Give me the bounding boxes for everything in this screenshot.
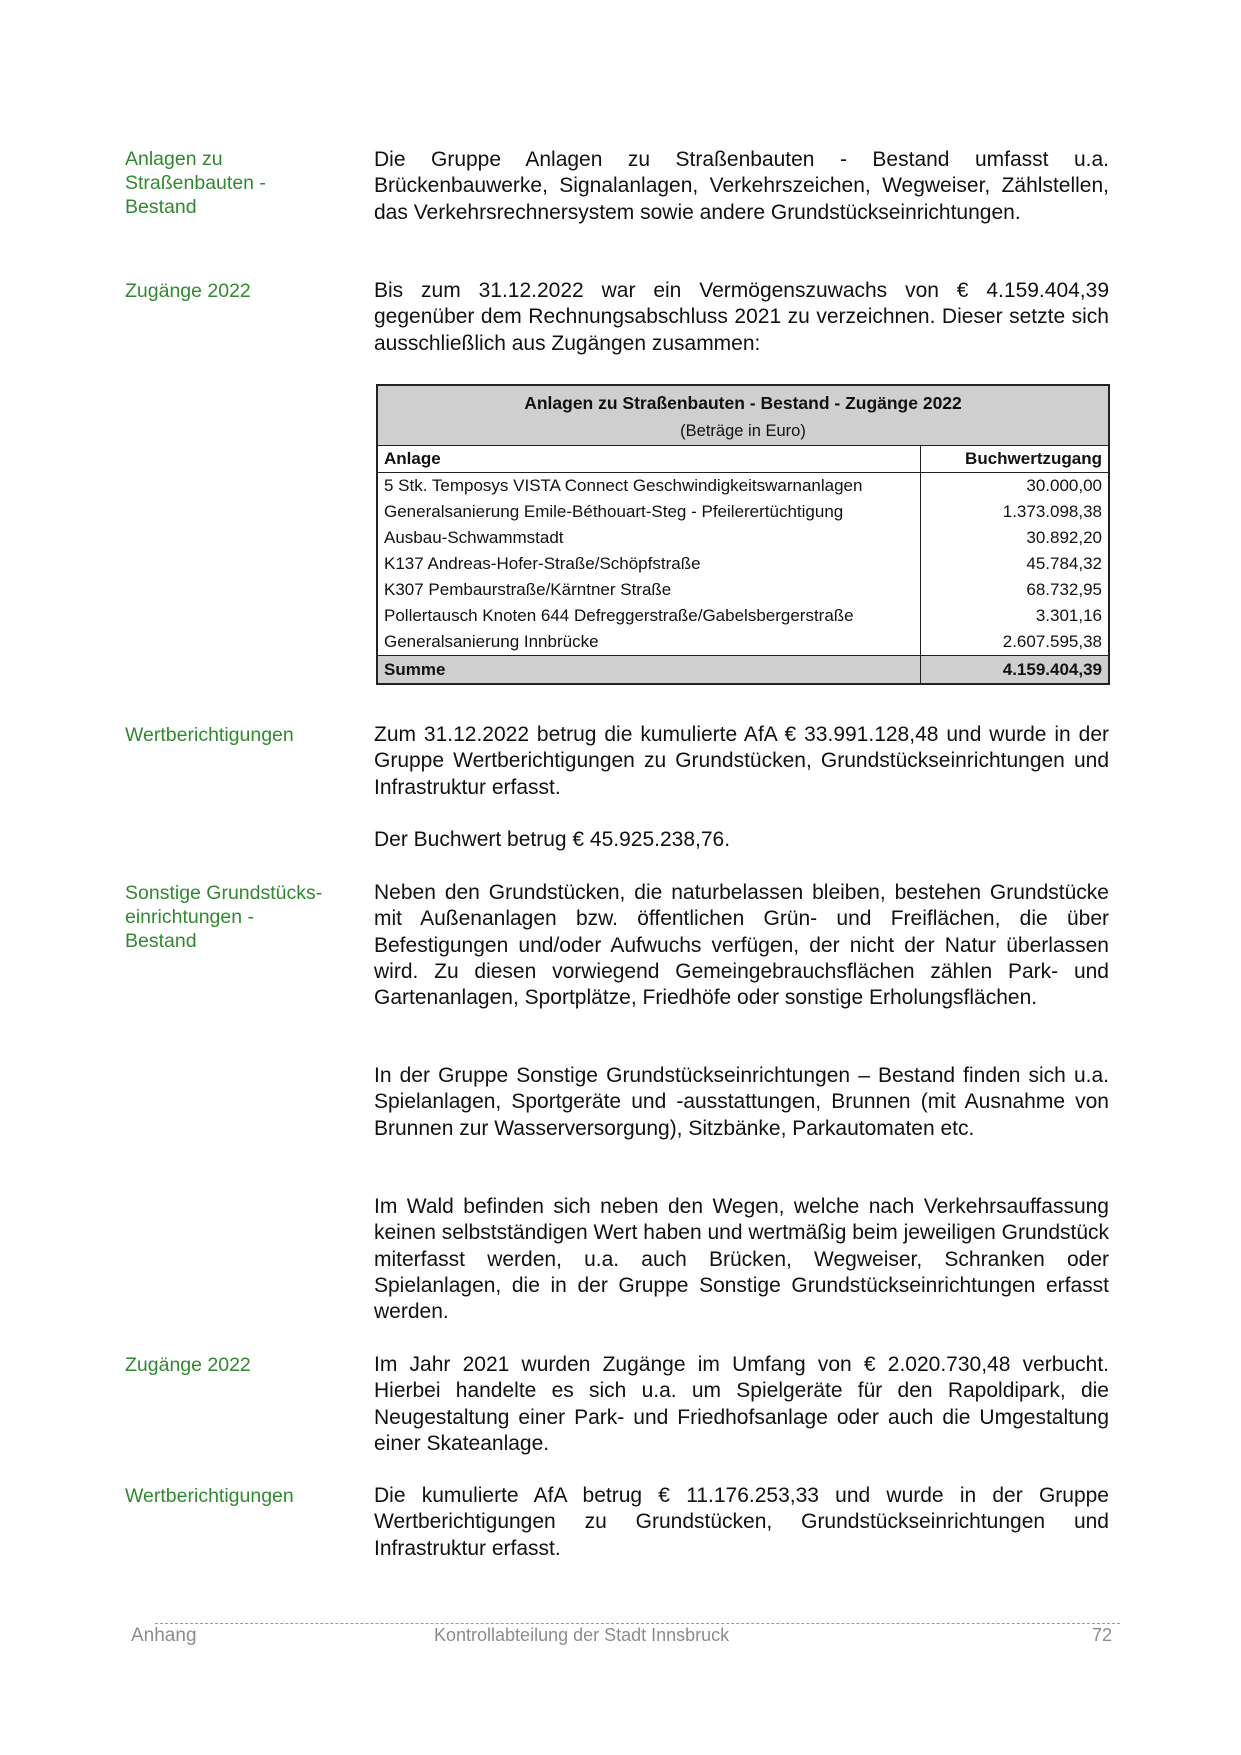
footer-divider (155, 1623, 1120, 1624)
sum-label: Summe (378, 656, 921, 684)
row-amount: 30.000,00 (921, 473, 1109, 500)
zugaenge-table (376, 384, 1110, 685)
row-amount: 30.892,20 (921, 525, 1109, 551)
table-header (378, 386, 1108, 446)
side-label-sonstige-grundstueckseinrichtungen (125, 881, 345, 953)
row-name: Ausbau-Schwammstadt (384, 528, 564, 547)
row-name: K307 Pembaurstraße/Kärntner Straße (384, 580, 672, 599)
table-title: Anlagen zu Straßenbauten - Bestand - Zugänge 2022 (524, 393, 962, 413)
page-number: 72 (1092, 1625, 1113, 1645)
row-name: Generalsanierung Emile-Béthouart-Steg - Pfeilerertüchtigung (384, 502, 844, 521)
sum-amount: 4.159.404,39 (921, 656, 1109, 684)
side-label-text: Anlagen zu Straßenbauten - Bestand (125, 148, 266, 218)
table-row (378, 525, 1108, 551)
table-body (378, 446, 1108, 683)
table-row (378, 577, 1108, 603)
table-row (378, 629, 1108, 656)
row-amount: 45.784,32 (921, 551, 1109, 577)
paragraph: Im Wald befinden sich neben den Wegen, welche nach Verkehrsauffassung keinen selbstständigen Wert haben und wertmäßig beim jeweiligen Grundstück miterfasst werden, u.a. auch Brücken, Wegweiser, Schranken oder Spielanlagen, die in der Gruppe Sonstige Grundstückseinrichtungen erfasst werden. (374, 1195, 1110, 1324)
row-name: Generalsanierung Innbrücke (384, 632, 599, 651)
col-anlage: Anlage (378, 446, 921, 473)
paragraph: Die kumulierte AfA betrug € 11.176.253,33 und wurde in der Gruppe Wertberichtigungen zu Grundstücken, Grundstückseinrichtungen und Infrastruktur erfasst. (374, 1484, 1109, 1560)
row-amount: 3.301,16 (921, 603, 1109, 629)
paragraph: Die Gruppe Anlagen zu Straßenbauten - Bestand umfasst u.a. Brückenbauwerke, Signalanlagen, Verkehrszeichen, Wegweiser, Zählstellen, das Verkehrsrechnersystem sowie andere Grundstückseinrichtungen. (374, 148, 1109, 224)
side-label-zugaenge-2022: Zugänge 2022 (125, 280, 251, 302)
row-name: Pollertausch Knoten 644 Defreggerstraße/Gabelsbergerstraße (384, 606, 854, 625)
paragraph: Der Buchwert betrug € 45.925.238,76. (374, 828, 731, 851)
side-label-zugaenge-2022-b: Zugänge 2022 (125, 1354, 251, 1376)
paragraph: In der Gruppe Sonstige Grundstückseinrichtungen – Bestand finden sich u.a. Spielanlagen, Sportgeräte und -ausstattungen, Brunnen (mit Ausnahme von Brunnen zur Wasserversorgung), Sitzbänke, Parkautomaten etc. (374, 1064, 1109, 1140)
side-label-anlagen-strassenbauten (125, 147, 345, 219)
paragraph: Neben den Grundstücken, die naturbelassen bleiben, bestehen Grundstücke mit Außenanlagen bzw. öffentlichen Grün- und Freiflächen, die über Befestigungen und/oder Aufwuchs verfügen, der nicht der Natur überlassen wird. Zu diesen vorwiegend Gemeingebrauchsflächen zählen Park- und Gartenanlagen, Sportplätze, Friedhöfe oder sonstige Erholungsflächen. (374, 881, 1109, 1010)
row-amount: 1.373.098,38 (921, 499, 1109, 525)
row-amount: 2.607.595,38 (921, 629, 1109, 656)
table-sum-row (378, 656, 1108, 684)
row-name: K137 Andreas-Hofer-Straße/Schöpfstraße (384, 554, 701, 573)
col-buchwertzugang: Buchwertzugang (921, 446, 1109, 473)
row-name: 5 Stk. Temposys VISTA Connect Geschwindigkeitswarnanlagen (384, 476, 863, 495)
table-column-headers (378, 446, 1108, 473)
side-label-text: Sonstige Grundstücks- einrichtungen - Bestand (125, 882, 323, 952)
table-row (378, 603, 1108, 629)
footer-section: Anhang (131, 1625, 197, 1646)
row-amount: 68.732,95 (921, 577, 1109, 603)
paragraph: Zum 31.12.2022 betrug die kumulierte AfA € 33.991.128,48 und wurde in der Gruppe Wertberichtigungen zu Grundstücken, Grundstückseinrichtungen und Infrastruktur erfasst. (374, 723, 1109, 799)
paragraph: Im Jahr 2021 wurden Zugänge im Umfang von € 2.020.730,48 verbucht. Hierbei handelte es sich u.a. um Spielgeräte für den Rapoldipark, die Neugestaltung einer Park- und Friedhofsanlage oder auch die Umgestaltung einer Skateanlage. (374, 1353, 1109, 1455)
table-row (378, 499, 1108, 525)
table-row (378, 551, 1108, 577)
paragraph: Bis zum 31.12.2022 war ein Vermögenszuwachs von € 4.159.404,39 gegenüber dem Rechnungsabschluss 2021 zu verzeichnen. Dieser setzte sich ausschließlich aus Zugängen zusammen: (374, 279, 1109, 355)
side-label-wertberichtigungen-b: Wertberichtigungen (125, 1485, 294, 1507)
table-unit: (Beträge in Euro) (680, 422, 806, 440)
side-label-wertberichtigungen: Wertberichtigungen (125, 724, 294, 746)
table-row (378, 473, 1108, 500)
footer-organization: Kontrollabteilung der Stadt Innsbruck (434, 1625, 730, 1645)
